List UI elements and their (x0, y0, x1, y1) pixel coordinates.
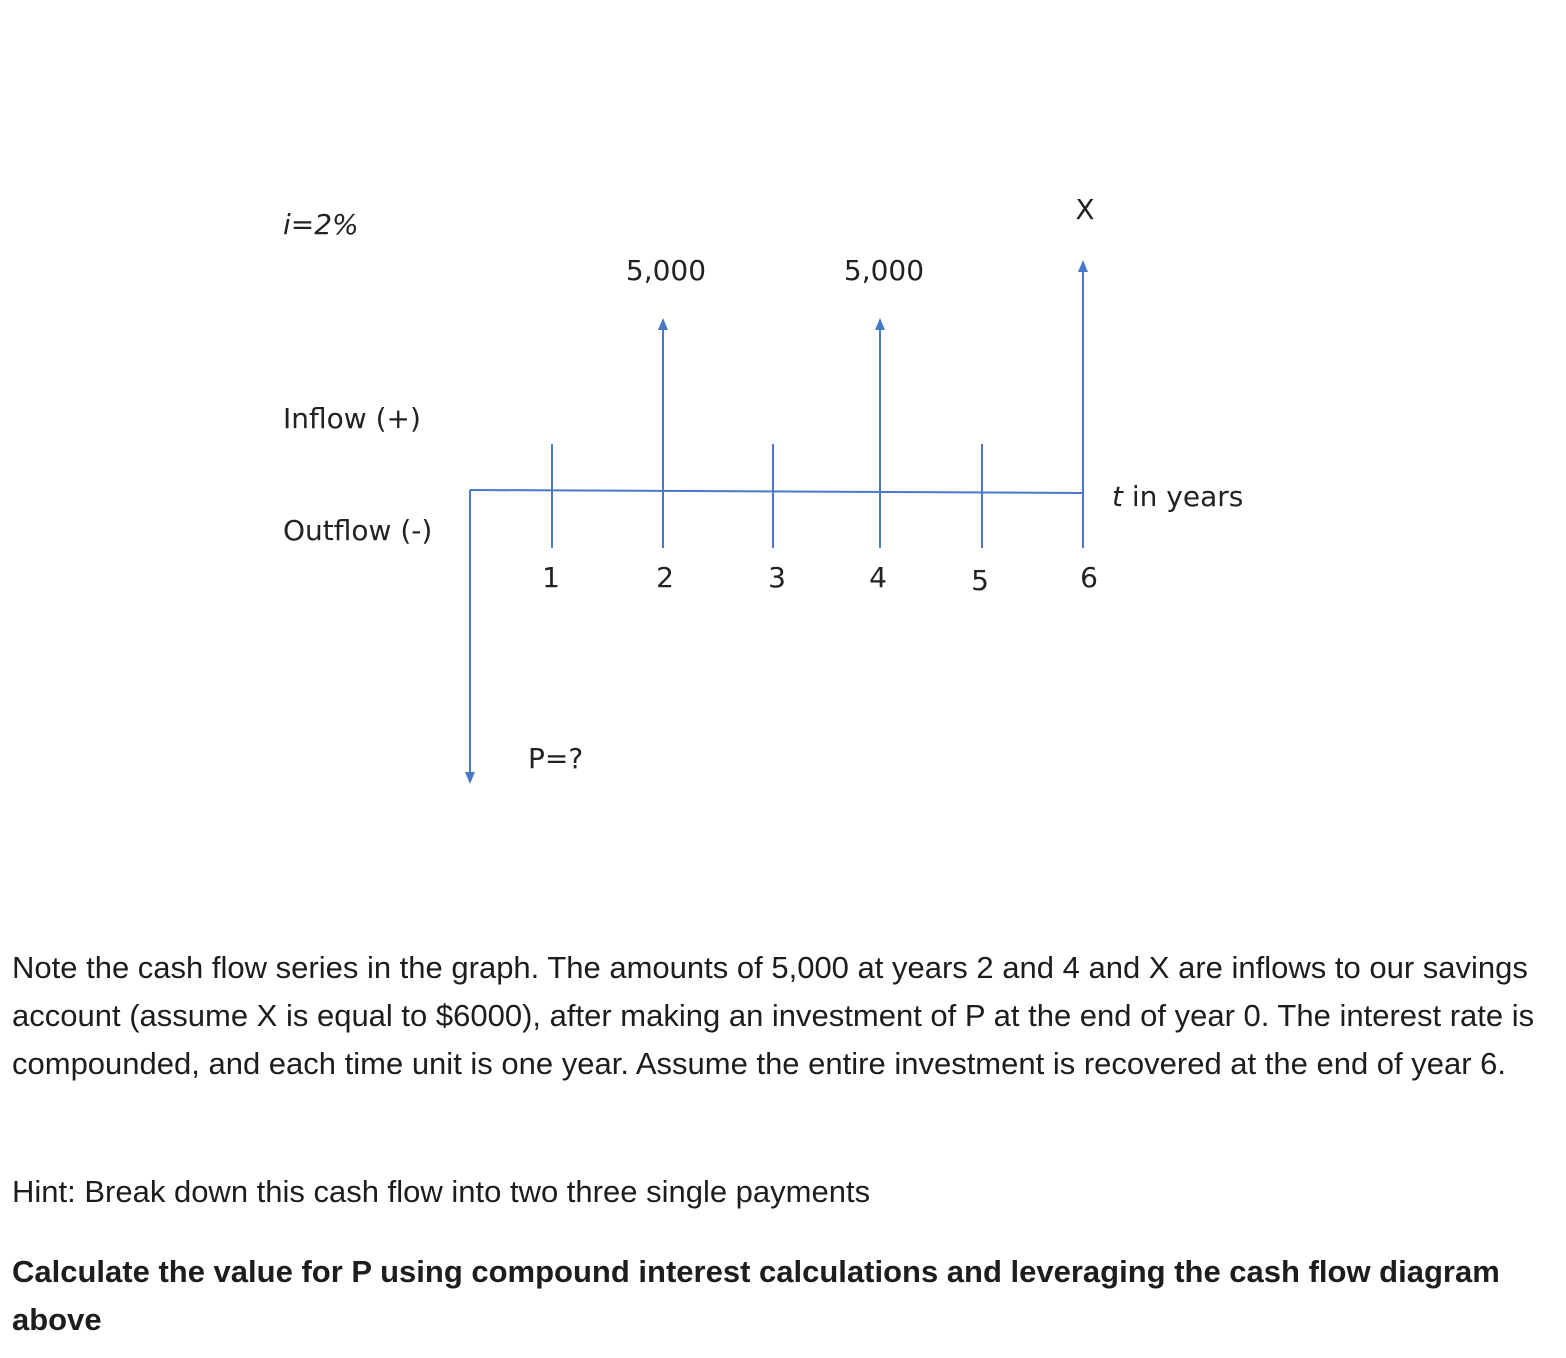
outflow-arrowhead-year-0 (465, 772, 475, 784)
interest-rate-label: i=2% (283, 208, 359, 241)
outflow-label: Outflow (-) (283, 514, 433, 547)
inflow-label: Inflow (+) (283, 402, 421, 435)
inflow-amount-year-2: 5,000 (625, 254, 707, 287)
inflow-amount-year-4: 5,000 (843, 254, 925, 287)
year-label-6: 6 (1080, 561, 1098, 594)
time-axis-label: t in years (1112, 480, 1244, 513)
hint-text: Hint: Break down this cash flow into two three single payments (12, 1174, 871, 1209)
inflow-arrowhead-year-6 (1078, 260, 1088, 272)
question-text: Calculate the value for P using compound interest calculations and leveraging the cash flow diagram above (12, 1254, 1500, 1337)
year-label-4: 4 (869, 561, 887, 594)
time-axis-line (470, 490, 1083, 493)
inflow-arrowhead-year-4 (875, 318, 885, 330)
inflow-amount-year-6: X (1075, 193, 1095, 226)
problem-description: Note the cash flow series in the graph. The amounts of 5,000 at years 2 and 4 and X are inflows to our savings account (assume X is equal to $6000), after making an investment of P at the end of year 0. The interest rate is compounded, and each time unit is one year. Assume the entire investment is recovered at the end of year 6. (12, 950, 1535, 1081)
inflow-arrowhead-year-2 (658, 318, 668, 330)
year-label-2: 2 (656, 561, 674, 594)
outflow-amount-label: P=? (528, 742, 584, 775)
year-label-5: 5 (971, 564, 989, 597)
year-label-1: 1 (542, 561, 560, 594)
year-label-3: 3 (768, 561, 786, 594)
